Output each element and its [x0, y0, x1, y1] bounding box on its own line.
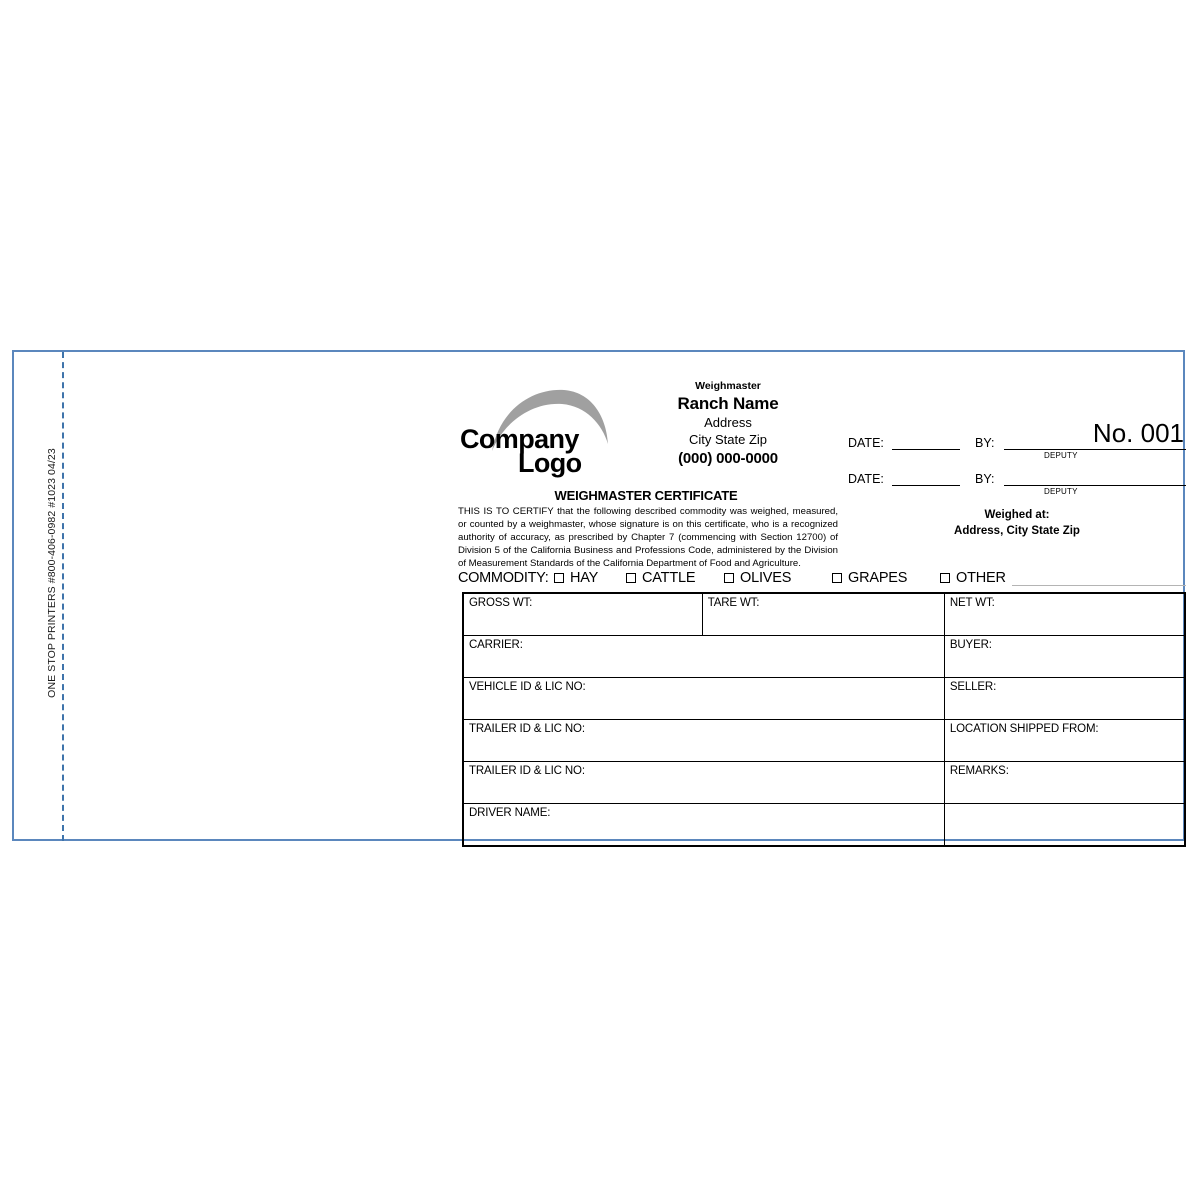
perforation-line — [62, 352, 64, 841]
company-logo — [456, 388, 628, 480]
table-row — [464, 594, 1184, 636]
commodity-label: COMMODITY: — [458, 570, 549, 586]
cell-remarks[interactable]: REMARKS: — [944, 762, 1184, 804]
cell-blank[interactable] — [944, 804, 1184, 846]
table-row — [464, 804, 1184, 846]
date-label-2: DATE: — [848, 472, 884, 486]
cell-driver-name[interactable]: DRIVER NAME: — [464, 804, 944, 846]
ranch-name: Ranch Name — [677, 394, 779, 414]
cell-seller[interactable]: SELLER: — [944, 678, 1184, 720]
deputy-label-2: DEPUTY — [1044, 487, 1078, 496]
by-label-2: BY: — [975, 472, 995, 486]
signature-line-1 — [848, 436, 1186, 472]
cell-carrier[interactable]: CARRIER: — [464, 636, 944, 678]
deputy-label-1: DEPUTY — [1044, 451, 1078, 460]
signature-line-2 — [848, 472, 1186, 508]
weight-details-table — [462, 592, 1186, 847]
weighmaster-certificate-form — [450, 380, 1186, 835]
date-field-2[interactable] — [892, 485, 960, 486]
cell-net-wt[interactable]: NET WT: — [944, 594, 1184, 636]
other-commodity-field[interactable] — [1012, 585, 1186, 586]
commodity-option-hay[interactable]: HAY — [570, 570, 599, 586]
checkbox-other[interactable] — [940, 573, 950, 583]
date-field-1[interactable] — [892, 449, 960, 450]
table-row — [464, 678, 1184, 720]
cell-gross-wt[interactable]: GROSS WT: — [464, 594, 702, 636]
cell-trailer-id-2[interactable]: TRAILER ID & LIC NO: — [464, 762, 944, 804]
table-row — [464, 636, 1184, 678]
form-sheet — [12, 350, 1185, 841]
checkbox-cattle[interactable] — [626, 573, 636, 583]
commodity-option-other[interactable]: OTHER — [956, 570, 1006, 586]
checkbox-grapes[interactable] — [832, 573, 842, 583]
business-city-state-zip: City State Zip — [688, 431, 768, 447]
checkbox-hay[interactable] — [554, 573, 564, 583]
business-address: Address — [704, 414, 752, 430]
cell-tare-wt[interactable]: TARE WT: — [702, 594, 944, 636]
by-label-1: BY: — [975, 436, 995, 450]
table-row — [464, 762, 1184, 804]
printer-credit-text: ONE STOP PRINTERS #800-406-0982 #1023 04/23 — [46, 448, 58, 698]
cell-location-shipped-from[interactable]: LOCATION SHIPPED FROM: — [944, 720, 1184, 762]
cell-buyer[interactable]: BUYER: — [944, 636, 1184, 678]
weighed-at-label: Weighed at: — [984, 509, 1050, 521]
commodity-option-olives[interactable]: OLIVES — [740, 570, 792, 586]
cell-trailer-id-1[interactable]: TRAILER ID & LIC NO: — [464, 720, 944, 762]
date-label-1: DATE: — [848, 436, 884, 450]
by-field-2[interactable] — [1004, 485, 1186, 486]
table-row — [464, 720, 1184, 762]
logo-line-1: Company — [460, 424, 579, 454]
commodity-option-grapes[interactable]: GRAPES — [848, 570, 908, 586]
logo-line-2: Logo — [518, 448, 582, 478]
weighed-at-block — [848, 508, 1186, 539]
commodity-option-cattle[interactable]: CATTLE — [642, 570, 696, 586]
commodity-row — [458, 568, 1186, 590]
certificate-body-text: THIS IS TO CERTIFY that the following described commodity was weighed, measured, or counted by a weighmaster, whose signature is on this certificate, who is a recognized authority of accuracy, as prescribed by Chapter 7 (commencing with Section 12700) of Division 5 of the California Business and Professions Code, administered by the Division of Measurement Standards of the California Department of Food and Agriculture. — [458, 506, 838, 570]
by-field-1[interactable] — [1004, 449, 1186, 450]
business-phone: (000) 000-0000 — [678, 449, 778, 467]
weighmaster-label: Weighmaster — [695, 380, 761, 392]
cell-vehicle-id[interactable]: VEHICLE ID & LIC NO: — [464, 678, 944, 720]
weighed-at-address: Address, City State Zip — [954, 524, 1080, 537]
certificate-title: WEIGHMASTER CERTIFICATE — [554, 488, 738, 503]
checkbox-olives[interactable] — [724, 573, 734, 583]
business-identity-block — [628, 380, 828, 468]
serial-number: No. 001 — [1092, 418, 1184, 448]
signature-area — [848, 436, 1186, 508]
